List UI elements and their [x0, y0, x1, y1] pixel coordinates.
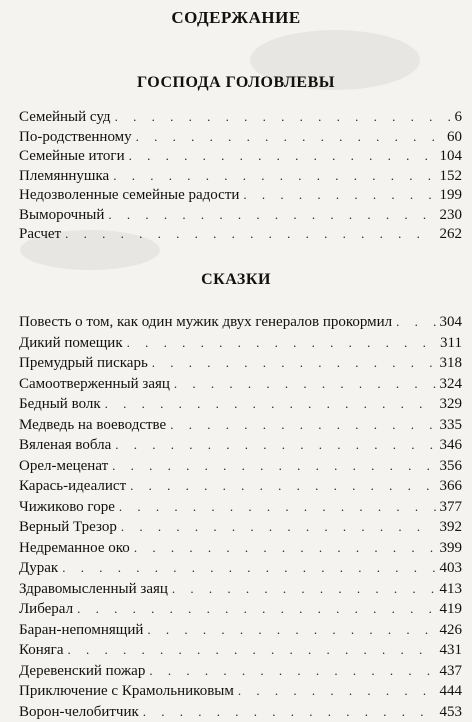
toc-entry-title: Коняга: [19, 640, 64, 661]
dot-leader: [143, 702, 436, 722]
toc-entry-page: 444: [440, 681, 463, 702]
toc-entry-title: Семейные итоги: [19, 147, 125, 167]
dot-leader: [68, 640, 436, 661]
toc-entry-title: Чижиково горе: [19, 497, 115, 518]
dot-leader: [130, 476, 435, 497]
toc-entry-title: Повесть о том, как один мужик двух генералов прокормил: [19, 312, 392, 333]
dot-leader: [65, 224, 435, 244]
toc-entry[interactable]: [19, 456, 462, 477]
toc-entry-title: Недреманное око: [19, 538, 130, 559]
dot-leader: [238, 681, 436, 702]
toc-entry[interactable]: [19, 333, 462, 354]
toc-entry-page: 403: [440, 558, 463, 579]
toc-entry-page: 426: [440, 620, 463, 641]
toc-entry[interactable]: [19, 517, 462, 538]
dot-leader: [129, 146, 436, 166]
toc-entry-title: Самоотверженный заяц: [19, 374, 170, 395]
toc-entry-page: 304: [440, 312, 463, 333]
toc-entry-title: Расчет: [19, 225, 61, 245]
toc-entry-title: Недозволенные семейные радости: [19, 186, 239, 206]
toc-entry-title: Здравомысленный заяц: [19, 579, 168, 600]
toc-entry-title: Бедный волк: [19, 394, 101, 415]
toc-entry-page: 329: [440, 394, 463, 415]
dot-leader: [134, 538, 436, 559]
toc-entry-page: 356: [440, 456, 463, 477]
toc-entry-page: 346: [440, 435, 463, 456]
dot-leader: [149, 661, 435, 682]
toc-entry-title: Приключение с Крамольниковым: [19, 681, 234, 702]
toc-entry[interactable]: [19, 435, 462, 456]
toc-entry-title: Премудрый пискарь: [19, 353, 148, 374]
dot-leader: [136, 127, 443, 147]
toc-entry[interactable]: [19, 476, 462, 497]
toc-entry[interactable]: [19, 661, 462, 682]
toc-entry-title: По-родственному: [19, 128, 132, 148]
dot-leader: [115, 107, 451, 127]
toc-entry[interactable]: [19, 579, 462, 600]
section-heading-golovlevy: ГОСПОДА ГОЛОВЛЕВЫ: [0, 74, 472, 92]
toc-list-golovlevy: [19, 107, 462, 244]
toc-entry-page: 262: [440, 225, 463, 245]
toc-entry-title: Вяленая вобла: [19, 435, 111, 456]
dot-leader: [152, 353, 436, 374]
toc-entry-title: Баран-непомнящий: [19, 620, 143, 641]
toc-entry[interactable]: [19, 312, 462, 333]
toc-entry[interactable]: [19, 538, 462, 559]
toc-entry[interactable]: [19, 394, 462, 415]
toc-entry-title: Ворон-челобитчик: [19, 702, 139, 722]
dot-leader: [396, 312, 435, 333]
dot-leader: [62, 558, 435, 579]
dot-leader: [174, 374, 436, 395]
toc-entry-page: 318: [440, 353, 463, 374]
toc-entry-page: 104: [440, 147, 463, 167]
toc-entry-page: 152: [440, 167, 463, 187]
dot-leader: [112, 456, 435, 477]
dot-leader: [147, 620, 435, 641]
toc-entry-title: Дикий помещик: [19, 333, 123, 354]
dot-leader: [105, 394, 436, 415]
page-title: СОДЕРЖАНИЕ: [0, 8, 472, 28]
dot-leader: [172, 579, 436, 600]
toc-entry-page: 311: [440, 333, 462, 354]
toc-entry-page: 453: [440, 702, 463, 722]
toc-entry-page: 399: [440, 538, 463, 559]
toc-entry[interactable]: [19, 681, 462, 702]
toc-entry[interactable]: [19, 640, 462, 661]
toc-entry-page: 366: [440, 476, 463, 497]
toc-entry-title: Карась-идеалист: [19, 476, 126, 497]
toc-entry-page: 413: [440, 579, 463, 600]
toc-entry[interactable]: [19, 497, 462, 518]
toc-entry-title: Дурак: [19, 558, 58, 579]
toc-entry-title: Верный Трезор: [19, 517, 117, 538]
toc-entry-page: 335: [440, 415, 463, 436]
toc-entry[interactable]: [19, 374, 462, 395]
toc-entry-title: Деревенский пожар: [19, 661, 145, 682]
toc-entry-page: 437: [440, 661, 463, 682]
toc-list-skazki: [19, 312, 462, 722]
dot-leader: [170, 415, 435, 436]
toc-entry-page: 431: [440, 640, 463, 661]
toc-entry[interactable]: [19, 415, 462, 436]
toc-entry-page: 60: [447, 128, 462, 148]
toc-entry[interactable]: [19, 620, 462, 641]
dot-leader: [119, 497, 436, 518]
dot-leader: [77, 599, 435, 620]
toc-entry-title: Выморочный: [19, 206, 104, 226]
dot-leader: [243, 185, 435, 205]
section-heading-skazki: СКАЗКИ: [0, 271, 472, 289]
toc-entry-title: Либерал: [19, 599, 73, 620]
dot-leader: [127, 333, 436, 354]
toc-entry[interactable]: [19, 558, 462, 579]
toc-entry[interactable]: [19, 353, 462, 374]
toc-entry-page: 6: [455, 108, 463, 128]
toc-entry[interactable]: [19, 146, 462, 166]
toc-entry-page: 199: [440, 186, 463, 206]
toc-entry-page: 324: [440, 374, 463, 395]
toc-entry[interactable]: [19, 702, 462, 722]
toc-entry-title: Племяннушка: [19, 167, 109, 187]
dot-leader: [108, 205, 435, 225]
toc-entry[interactable]: [19, 205, 462, 225]
dot-leader: [115, 435, 435, 456]
dot-leader: [113, 166, 435, 186]
toc-entry-page: 377: [440, 497, 463, 518]
toc-entry-title: Медведь на воеводстве: [19, 415, 166, 436]
toc-entry[interactable]: [19, 127, 462, 147]
toc-entry-page: 419: [440, 599, 463, 620]
toc-entry-title: Орел-меценат: [19, 456, 108, 477]
toc-entry[interactable]: [19, 185, 462, 205]
toc-entry[interactable]: [19, 107, 462, 127]
dot-leader: [121, 517, 436, 538]
toc-entry[interactable]: [19, 599, 462, 620]
toc-entry[interactable]: [19, 224, 462, 244]
toc-entry-page: 392: [440, 517, 463, 538]
toc-entry[interactable]: [19, 166, 462, 186]
toc-entry-page: 230: [440, 206, 463, 226]
toc-entry-title: Семейный суд: [19, 108, 111, 128]
